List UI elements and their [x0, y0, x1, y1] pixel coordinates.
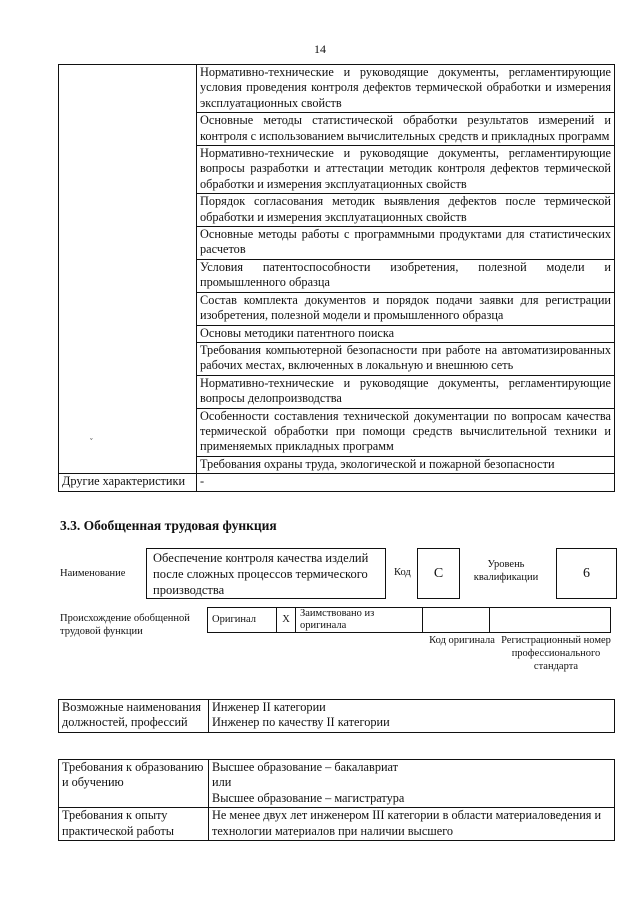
requirement-item: Нормативно-технические и руководящие документы, регламентирующие вопросы разработки и аттестации методик контроля дефектов термической обработки и измерения эксплуатационных свойств: [197, 146, 615, 194]
origin-label: Происхождение обобщенной трудовой функции: [60, 613, 190, 637]
requirement-item: Порядок согласования методик выявления дефектов после термической обработки и измерения эксплуатационных свойств: [197, 194, 615, 227]
origin-table: [207, 607, 611, 633]
positions-table: [58, 699, 615, 733]
other-characteristics-value: -: [197, 474, 615, 491]
positions-label: Возможные наименования должностей, профессий: [59, 700, 209, 733]
education-values: [209, 760, 615, 808]
original-cell: Оригинал: [208, 608, 277, 633]
qualification-level-label: Уровень квалификации: [473, 559, 539, 583]
requirement-item: Условия патентоспособности изобретения, полезной модели и промышленного образца: [197, 259, 615, 292]
requirement-item: Требования охраны труда, экологической и пожарной безопасности: [197, 456, 615, 473]
positions-values: [209, 700, 615, 733]
requirement-item: Нормативно-технические и руководящие документы, регламентирующие условия проведения контроля дефектов термической обработки и измерения эксплуатационных свойств: [197, 65, 615, 113]
requirements-table: [58, 64, 615, 492]
function-code-label: Код: [394, 567, 411, 578]
experience-label: Требования к опыту практической работы: [59, 808, 209, 841]
requirement-item: Основные методы работы с программными продуктами для статистических расчетов: [197, 227, 615, 260]
experience-value: Не менее двух лет инженером III категории в области материаловедения и технологии материалов при наличии высшего: [209, 808, 615, 841]
requirement-item: Основы методики патентного поиска: [197, 325, 615, 342]
requirement-item: Требования компьютерной безопасности при работе на автоматизированных рабочих местах, включенных в локальную и внешнюю сеть: [197, 342, 615, 375]
education-label: Требования к образованию и обучению: [59, 760, 209, 808]
education-item: или: [212, 775, 232, 790]
function-name-label: Наименование: [60, 568, 126, 579]
original-mark: X: [277, 608, 296, 633]
registration-number-caption: Регистрационный номер профессионального стандарта: [501, 635, 611, 672]
page-number: 14: [314, 42, 326, 56]
requirements-label-cell: [59, 65, 197, 474]
other-characteristics-label: Другие характеристики: [59, 474, 197, 491]
original-code-cell: [423, 608, 490, 633]
registration-number-cell: [490, 608, 611, 633]
requirements-education-table: [58, 759, 615, 841]
education-item: Высшее образование – бакалавриат: [212, 760, 399, 774]
section-title: 3.3. Обобщенная трудовая функция: [60, 518, 277, 533]
requirement-item: Особенности составления технической документации по вопросам качества термической обработки при помощи средств вычислительной техники и применяемых прикладных программ: [197, 408, 615, 456]
scan-mark: ˇ: [90, 437, 93, 446]
qualification-level-box: 6: [556, 548, 617, 599]
requirement-item: Нормативно-технические и руководящие документы, регламентирующие вопросы делопроизводства: [197, 375, 615, 408]
original-code-caption: Код оригинала: [429, 635, 495, 646]
function-name-box: Обеспечение контроля качества изделий после сложных процессов термического производства: [146, 548, 386, 599]
function-code-box: C: [417, 548, 460, 599]
borrowed-cell: Заимствовано из оригинала: [296, 608, 423, 633]
position-item: Инженер по качеству II категории: [212, 715, 390, 730]
requirement-item: Основные методы статистической обработки результатов измерений и контроля с использованием вычислительных средств и прикладных программ: [197, 113, 615, 146]
requirement-item: Состав комплекта документов и порядок подачи заявки для регистрации изобретения, полезной модели и промышленного образца: [197, 292, 615, 325]
position-item: Инженер II категории: [212, 700, 326, 714]
education-item: Высшее образование – магистратура: [212, 790, 405, 805]
